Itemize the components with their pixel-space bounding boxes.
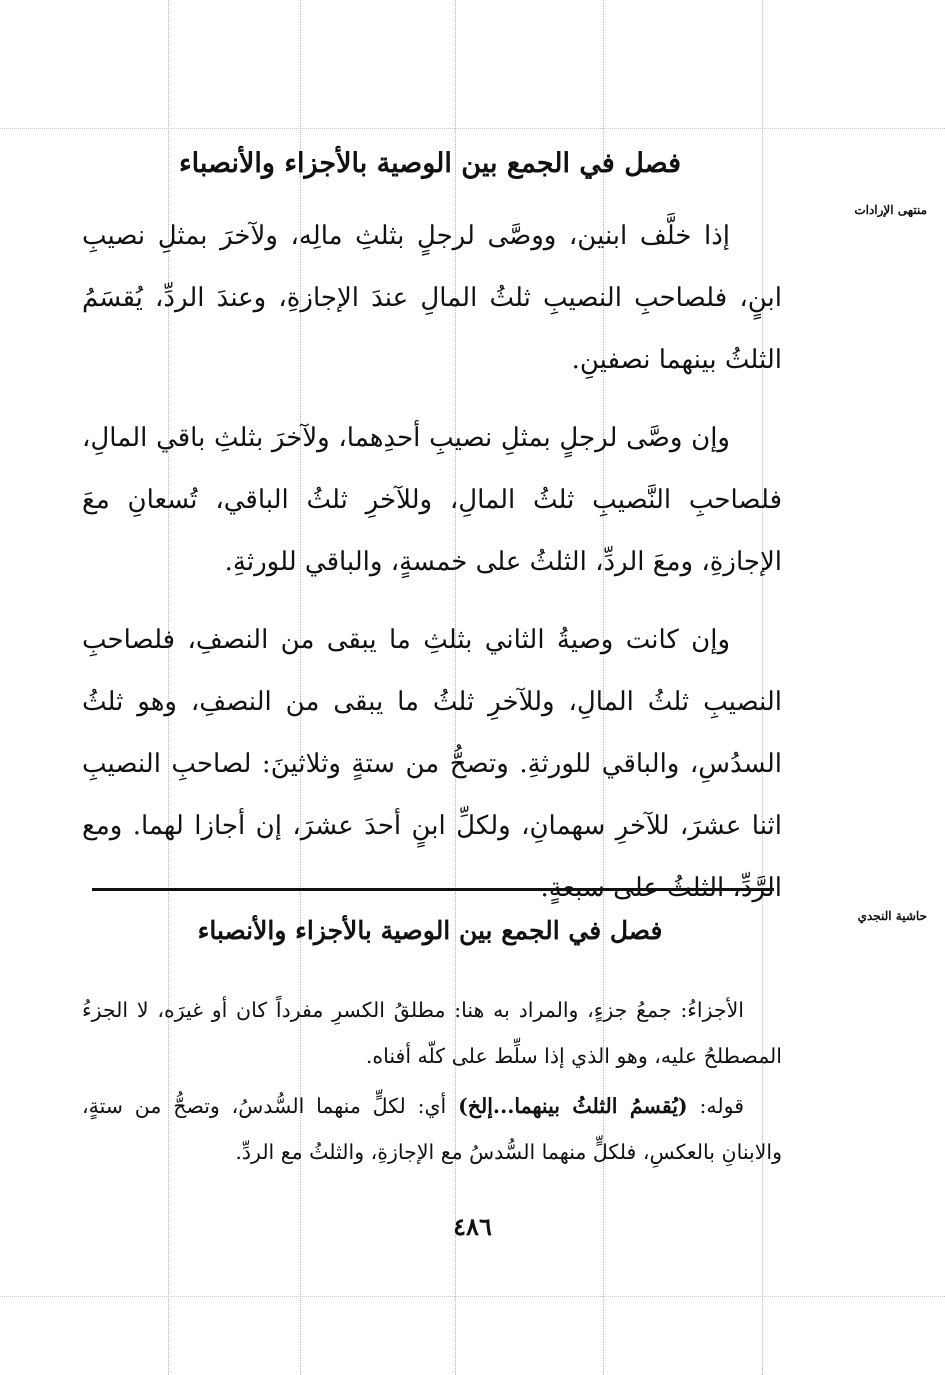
margin-note-commentary-source: حاشية النجدي [857, 909, 927, 923]
commentary-quote: (يُقسمُ الثلثُ بينهما...إلخ) [458, 1094, 688, 1118]
margin-note-main-source: منتهى الإرادات [854, 203, 927, 217]
section-divider [92, 888, 774, 891]
main-section-title: فصل في الجمع بين الوصية بالأجزاء والأنصباء [178, 148, 682, 179]
guide-line [0, 1296, 945, 1297]
main-paragraph: وإن وصَّى لرجلٍ بمثلِ نصيبِ أحدِهما، ولآخرَ بثلثِ باقي المالِ، فلصاحبِ النَّصيبِ ثلثُ المالِ، وللآخرِ ثلثُ الباقي، تُسعانِ معَ الإجازةِ، ومعَ الردِّ، الثلثُ على خمسةٍ، والباقي للورثةِ. [82, 423, 782, 577]
commentary-text [82, 987, 782, 1175]
main-paragraph: إذا خلَّف ابنين، ووصَّى لرجلٍ بثلثِ مالِه، ولآخرَ بمثلِ نصيبِ ابنٍ، فلصاحبِ النصيبِ ثلثُ المالِ عندَ الإجازةِ، وعندَ الردِّ، يُقسَمُ الثلثُ بينهما نصفينِ. [82, 221, 782, 375]
commentary-body: أي: لكلٍّ منهما السُّدسُ، وتصحُّ من ستةٍ، والابنانِ بالعكسِ، فلكلٍّ منهما السُّدسُ مع الإجازةِ، والثلثُ مع الردِّ. [82, 1094, 782, 1164]
guide-line [0, 128, 945, 129]
page-number: ٤٨٦ [453, 1212, 492, 1241]
main-text [82, 205, 782, 919]
main-paragraph: وإن كانت وصيةُ الثاني بثلثِ ما يبقى من النصفِ، فلصاحبِ النصيبِ ثلثُ المالِ، وللآخرِ ثلثُ ما يبقى من النصفِ، وهو ثلثُ السدُسِ، والباقي للورثةِ. وتصحُّ من ستةٍ وثلاثينَ: لصاحبِ النصيبِ اثنا عشرَ، للآخرِ سهمانِ، ولكلِّ ابنٍ أحدَ عشرَ، إن أجازا لهما. ومع الرَّدِّ، الثلثُ على سبعةٍ. [82, 625, 782, 903]
commentary-paragraph: الأجزاءُ: جمعُ جزءٍ، والمراد به هنا: مطلقُ الكسرِ مفرداً كان أو غيرَه، لا الجزءُ المصطلحُ عليه، وهو الذي إذا سلِّط على كلّه أفناه. [82, 998, 782, 1068]
commentary-section-title: فصل في الجمع بين الوصية بالأجزاء والأنصباء [197, 916, 663, 945]
commentary-prefix: قوله: [687, 1094, 744, 1118]
commentary-paragraph [82, 1083, 782, 1175]
